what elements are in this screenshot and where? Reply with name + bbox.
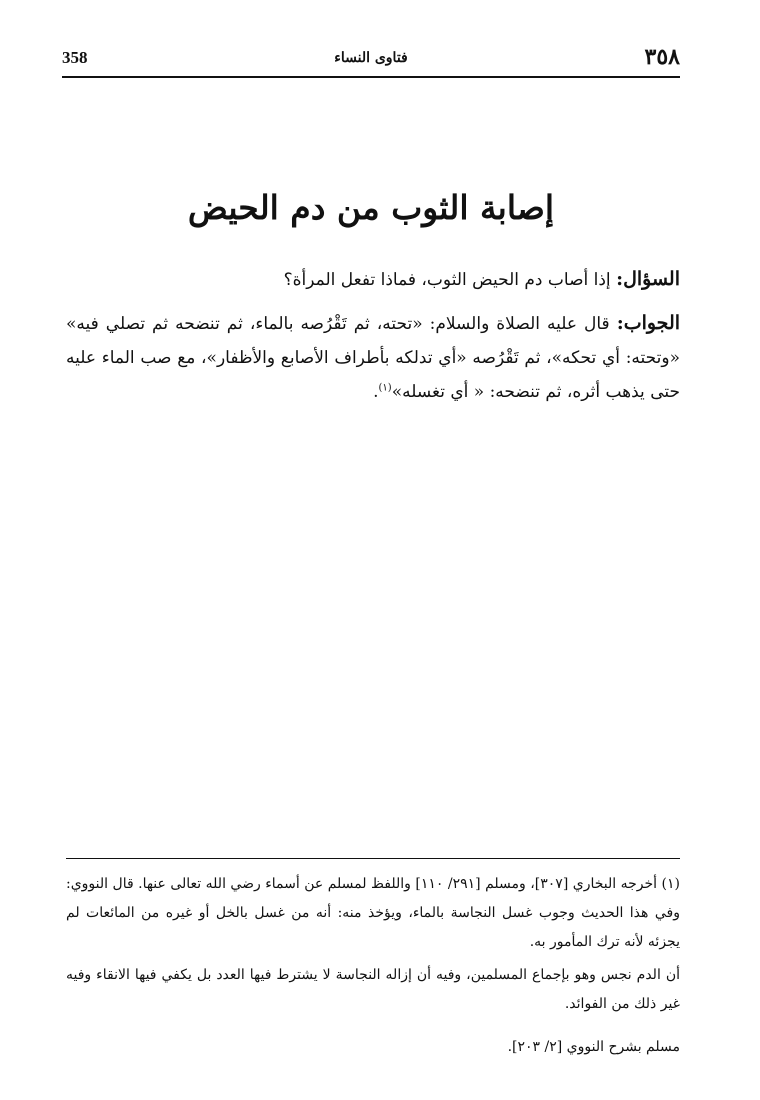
chapter-title: إصابة الثوب من دم الحيض	[187, 188, 555, 227]
header-rule	[62, 76, 680, 78]
question-text: إذا أصاب دم الحيض الثوب، فماذا تفعل المرأة؟	[283, 270, 611, 290]
question-paragraph	[66, 262, 680, 297]
running-title: فتاوى النساء	[334, 50, 408, 66]
page-number-latin: 358	[62, 48, 88, 67]
question-label: السؤال:	[616, 268, 680, 290]
page-number-arabic: ٣٥٨	[644, 44, 680, 70]
answer-end: .	[373, 382, 379, 402]
footnotes	[66, 870, 680, 1066]
footnote-1-continuation: أن الدم نجس وهو بإجماع المسلمين، وفيه أن إزاله النجاسة لا يشترط فيها العدد بل يكفي فيها الانقاء وفيه غير ذلك من الفوائد.	[66, 967, 680, 1012]
answer-paragraph	[66, 306, 680, 409]
footnote-reference[interactable]: (١)	[378, 382, 392, 394]
footnote-1-citation: (١) أخرجه البخاري [٣٠٧]، ومسلم [٢٩١/ ١١٠] واللفظ لمسلم عن أسماء رضي الله تعالى عنها. قال النووي: وفي هذا الحديث وجوب غسل النجاسة بالماء، ويؤخذ منه: أنه من غسل بالخل أو غيره من المائعات لم يجزئه لأنه ترك المأمور به.	[66, 876, 680, 950]
footnote-divider	[66, 858, 680, 859]
footnote-1-source: مسلم بشرح النووي [٢/ ٢٠٣].	[507, 1039, 680, 1055]
page-header	[62, 44, 680, 78]
answer-label: الجواب:	[616, 312, 681, 334]
answer-text: قال عليه الصلاة والسلام: «تحته، ثم تَقْرُصه بالماء، ثم تنضحه ثم تصلي فيه» «وتحته: أي تحكه»، ثم تَقْرُصه «أي تدلكه بأطراف الأصابع والأظفار»، مع صب الماء عليه حتى يذهب أثره، ثم تنضحه: « أي تغسله»	[66, 314, 680, 402]
